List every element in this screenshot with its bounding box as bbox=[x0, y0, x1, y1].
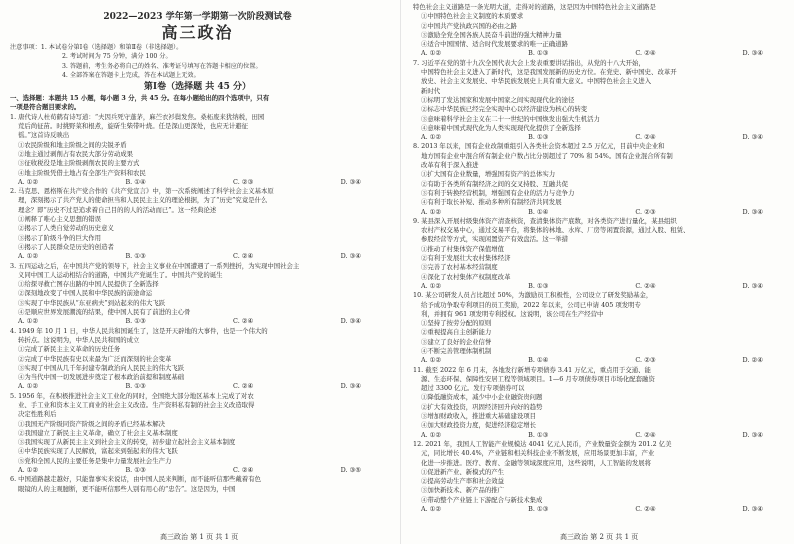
question-option: ②扩大有效投资，巩固经济回升向好的趋势 bbox=[421, 402, 543, 411]
answer-choices bbox=[10, 466, 385, 475]
question-option: ④是顺应世界发展潮流的结果，使中国人民有了前进的主心骨 bbox=[18, 308, 191, 317]
answer-choice: C. ②④ bbox=[635, 281, 656, 290]
continuation-line: ④适合中国国情、适合时代发展要求的唯一正确道路 bbox=[421, 40, 568, 49]
answer-choice: D. ③④ bbox=[340, 382, 361, 391]
answer-choice: C. ②④ bbox=[635, 49, 656, 58]
question-stem-line: 10. 某公司研发人员占比超过 50%，为激励员工积极性，公司设立了研发奖励基金， bbox=[413, 291, 653, 300]
question bbox=[413, 291, 787, 365]
question-option: ③实现了中国从几千年封建专制政治向人民民主的伟大飞跃 bbox=[18, 363, 185, 372]
question-stem-line: 11. 截至 2022 年 6 月末，各地发行新增专项债券 3.41 万亿元，重点用于交通、能 bbox=[413, 365, 651, 374]
question-stem-line: 转折点。这说明为，中华人民共和国的成立 bbox=[18, 335, 140, 344]
question bbox=[413, 366, 787, 440]
question-option: ②我国建立了新民主主义革命，确立了社会主义基本制度 bbox=[18, 428, 178, 437]
answer-choice: C. ②④ bbox=[635, 505, 656, 514]
question-option: ①降低融资成本，减少中小企业融资贵问题 bbox=[421, 393, 543, 402]
question-option: ②完成了中华民族有史以来最为广泛而深刻的社会变革 bbox=[18, 354, 172, 363]
question-option: ①阐释了唯心主义思想的错误 bbox=[18, 215, 102, 224]
question-option: ①坚持了按劳分配的原则 bbox=[421, 319, 492, 328]
question-stem-line: 利，并拥有 961 项发明专利授权。这说明，该公司在生产经营中 bbox=[421, 309, 604, 318]
intro-line: 一项是符合题目要求的。 bbox=[10, 103, 81, 112]
answer-choices bbox=[413, 49, 787, 58]
question-option: ④为当代中国一切发展进步奠定了根本政治前提和制度基础 bbox=[18, 373, 185, 382]
question-option: ③我国实现了从新民主主义到社会主义的转变，初步建立起社会主义基本制度 bbox=[18, 438, 236, 447]
answer-choice: C. ②③ bbox=[635, 207, 656, 216]
answer-choice: B. ①④ bbox=[528, 356, 549, 365]
continuation-line: ①中国特色社会主义制度的本质要求 bbox=[421, 12, 524, 21]
answer-choice: A. ①② bbox=[421, 430, 442, 439]
right-column bbox=[413, 3, 787, 514]
question-stem-line: 9. 某县深入开展村级集体资产清查核资，查清集体资产底数，对各类资产进行量化，某县组织 bbox=[413, 216, 677, 225]
answer-choice: A. ①② bbox=[18, 466, 39, 475]
question-stem-line: 改革有利于深入推进 bbox=[421, 161, 479, 170]
answer-choice: B. ①③ bbox=[528, 281, 549, 290]
question-stem-line: 理，深刻揭示了共产党人的使命担当和人民民主主义的理论根据，为了“历史”究竟是什么 bbox=[18, 196, 268, 205]
answer-choice: D. ③④ bbox=[340, 317, 361, 326]
question-stem-line: 7. 习近平在党的第十九次全国代表大会上发表重要讲话指出，从党的十八大开始， bbox=[413, 58, 645, 67]
question-option: ④深化了农村集体产权制度改革 bbox=[421, 272, 511, 281]
note-line: 4. 全部答案在答题卡上完成，答在本试题上无效。 bbox=[62, 71, 200, 79]
answer-choices bbox=[10, 252, 385, 261]
answer-choices bbox=[10, 317, 385, 326]
question-stem-line: 徭。”这首诗反映出 bbox=[18, 131, 70, 140]
question-option: ④意味着中国式现代化为人类实现现代化提供了全新选择 bbox=[421, 123, 581, 132]
question-option: ②有助于各类所有制经济之间的交叉持股、互融共促 bbox=[421, 179, 568, 188]
question-stem-line: 决定性胜利后 bbox=[18, 410, 57, 419]
question-option: ③建立了良好的企业信誉 bbox=[421, 337, 492, 346]
question-stem-line: 中国特色社会主义进入了新时代，这是我国发展新的历史方位。在党史、新中国史、改革开 bbox=[421, 68, 677, 77]
exam-header: 2022—2023 学年第一学期第一次阶段测试卷 bbox=[103, 12, 292, 22]
question-stem-line: 2. 马克思、恩格斯在共产党合作的《共产党宣言》中，第一次系统阐述了科学社会主义基本原 bbox=[10, 187, 274, 196]
answer-choices bbox=[10, 382, 385, 391]
question-option: ②标志中华民族已经完全实现中心以经济建设为核心的转变 bbox=[421, 105, 588, 114]
answer-choice: D. ②④ bbox=[742, 356, 763, 365]
question-stem-line: 化进一步推进。医疗、教育、金融等领域深度应用，这些说明，人工智能的发展将 bbox=[421, 458, 652, 467]
answer-choices bbox=[413, 431, 787, 440]
question-option: ②提高劳动生产率和社会效益 bbox=[421, 477, 505, 486]
answer-choice: C. ②④ bbox=[233, 317, 254, 326]
question-option: ③有利于转换经营机制，增强国有企业的活力与竞争力 bbox=[421, 188, 575, 197]
question-option: ④加大财政投资力度，促进经济稳定增长 bbox=[421, 421, 537, 430]
question-stem-line: 给予成功争取专利项目的员工奖励，2022 年以来，公司已申请 405 项发明专 bbox=[421, 300, 641, 309]
left-column bbox=[10, 3, 385, 494]
answer-choice: D. ③④ bbox=[340, 252, 361, 261]
answer-choice: D. ③④ bbox=[340, 177, 361, 186]
question bbox=[10, 187, 385, 261]
question-stem-line: 参股经营等方式，实现闲置资产有效盘活。这一举措 bbox=[421, 235, 568, 244]
question-stem-line: 放史、社会主义发展史、中华民族发展史上具有重大意义。中国特色社会主义进入 bbox=[421, 77, 652, 86]
column-divider bbox=[400, 0, 401, 544]
answer-choice: D. ③④ bbox=[742, 281, 763, 290]
question-option: ①推动了村集体资产保值增值 bbox=[421, 244, 505, 253]
question-stem-line: 4. 1949 年 10 月 1 日，中华人民共和国诞生了，这是开天辟地的大事件，也是一个伟大的 bbox=[10, 326, 268, 335]
question-option: ①我国无产阶级同资产阶级之间的矛盾已经基本解决 bbox=[18, 419, 165, 428]
exam-title: 高三政治 bbox=[161, 23, 234, 42]
answer-choice: C. ②③ bbox=[233, 177, 254, 186]
question bbox=[413, 217, 787, 291]
question-option: ④带动整个产业链上下游配合与新技术集成 bbox=[421, 495, 543, 504]
question bbox=[10, 113, 385, 187]
question-stem-line: 业、手工业和资本主义工商业的社会主义改造。生产资料私有制的社会主义改造取得 bbox=[18, 400, 255, 409]
question bbox=[10, 392, 385, 476]
question-option: ③完善了农村基本经营制度 bbox=[421, 263, 498, 272]
question bbox=[413, 59, 787, 143]
answer-choice: C. ②④ bbox=[233, 252, 254, 261]
question-option: ③征收税役是地主阶级剥削农民的主要方式 bbox=[18, 159, 140, 168]
answer-choice: C. ②④ bbox=[233, 466, 254, 475]
page-footer-right: 高三政治 第 2 页 共 1 页 bbox=[560, 533, 639, 541]
answer-choice: B. ①③ bbox=[125, 252, 146, 261]
answer-choices bbox=[10, 178, 385, 187]
note-line: 2. 考试时间为 75 分钟，满分 100 分。 bbox=[62, 53, 172, 61]
answer-choice: B. ①④ bbox=[125, 177, 146, 186]
question-stem-line: 12. 2021 年，我国人工智能产业规模达 4041 亿元人民币，产业数量资金额为 201.2 亿美 bbox=[413, 439, 672, 448]
answer-choice: B. ①③ bbox=[125, 317, 146, 326]
continuation-line: 特色社会主义道路是一条光明大道，走得对的道路，这是因为中国特色社会主义道路是 bbox=[413, 3, 656, 11]
note-line: 注意事项：1. 本试卷分第Ⅰ卷（选择题）和第Ⅱ卷（非选择题）。 bbox=[10, 44, 183, 51]
answer-choice: D. ③④ bbox=[742, 49, 763, 58]
section-intro bbox=[10, 94, 385, 113]
answer-choice: A. ①② bbox=[421, 356, 442, 365]
note-line: 3. 答题前，考生务必将自己的姓名、准考证号填写在答题卡相应的位置。 bbox=[62, 62, 262, 70]
question-option: ④地主阶级凭借土地占有全部生产资料和农民 bbox=[18, 168, 146, 177]
page-footer-left: 高三政治 第 1 页 共 1 页 bbox=[160, 533, 239, 541]
continuation-line: ③激励全党全国各族人民奋斗前进的强大精神力量 bbox=[421, 30, 562, 39]
intro-line: 一、选择题：本题共 15 小题，每小题 3 分，共 45 分。在每小题给出的四个选项中，只有 bbox=[10, 94, 270, 103]
question-option: ①标明了发达国家和发展中国家之间实现现代化的途径 bbox=[421, 95, 575, 104]
answer-choices bbox=[413, 133, 787, 142]
volume-title: 第Ⅰ卷（选择题 共 45 分） bbox=[143, 82, 252, 93]
question-stem-line: 地方国有企业中混合所有制企业户数占比分别超过了 70% 和 54%。国有企业混合所有制 bbox=[421, 151, 673, 160]
continuation-line: ②中国共产党执政兴国的必由之路 bbox=[421, 21, 517, 30]
question-stem-line: 眼镜的人的主观臆断，更不能听信那些人别有用心的“忠告”。这是因为，中国 bbox=[18, 484, 236, 493]
question-option: ①农民阶级和地主阶级之间的尖锐矛盾 bbox=[18, 140, 127, 149]
question-option: ②重视提高自主创新能力 bbox=[421, 328, 492, 337]
question-option: ③增加财政收入，推进重大基础建设项目 bbox=[421, 412, 537, 421]
question bbox=[413, 142, 787, 216]
question bbox=[10, 475, 385, 494]
answer-choice: A. ①② bbox=[421, 505, 442, 514]
answer-choice: D. ③⑤ bbox=[340, 466, 361, 475]
question-option: ①给探寻救亡图存出路的中国人民提供了全新选择 bbox=[18, 280, 159, 289]
answer-choice: A. ①② bbox=[421, 49, 442, 58]
question-stem-line: 超过 3300 亿元。发行专项债券可以 bbox=[421, 384, 525, 393]
question-option: ①完成了新民主主义革命的历史任务 bbox=[18, 345, 121, 354]
question-option: ①促进新产业、新模式的产生 bbox=[421, 467, 505, 476]
answer-choice: B. ①③ bbox=[125, 382, 146, 391]
answer-choice: A. ①② bbox=[421, 281, 442, 290]
answer-choice: B. ①③ bbox=[528, 49, 549, 58]
question-option: ③意味着科学社会主义在二十一世纪的中国焕发出强大生机活力 bbox=[421, 114, 600, 123]
question-option: ③加快新技术、新产品的推广 bbox=[421, 486, 505, 495]
answer-choice: B. ①④ bbox=[528, 207, 549, 216]
answer-choice: C. ②④ bbox=[635, 133, 656, 142]
answer-choice: A. ①② bbox=[18, 317, 39, 326]
question-stem-line: 农村产权交易中心，通过交易平台，将集体的林地、水库、厂房等闲置资源，通过入股、租赁、 bbox=[421, 226, 690, 235]
question-option: ⑤党和全国人民的主要任务是集中力量发展社会生产力 bbox=[18, 456, 172, 465]
left-questions bbox=[10, 113, 385, 494]
answer-choice: A. ①② bbox=[421, 207, 442, 216]
answer-choice: A. ①② bbox=[18, 177, 39, 186]
question-option: ④有利于取长补短、推动多种所有制经济共同发展 bbox=[421, 198, 562, 207]
answer-choice: C. ②④ bbox=[233, 382, 254, 391]
answer-choice: B. ①③ bbox=[528, 505, 549, 514]
question-stem-line: 新时代 bbox=[421, 86, 441, 95]
answer-choice: D. ③④ bbox=[742, 430, 763, 439]
answer-choices bbox=[413, 356, 787, 365]
question-stem-line: 1. 唐代诗人杜荀鹤有诗写道：“夫因兵死守蓬茅，麻苎衣衫鬓发焦。桑柘废来犹纳税，田园 bbox=[10, 112, 265, 121]
question-option: ④不断完善管理体制机制 bbox=[421, 346, 492, 355]
answer-choices bbox=[413, 208, 787, 217]
question-option: ②深刻地改变了中国人民和中华民族的前途命运 bbox=[18, 289, 153, 298]
answer-choice: D. ③④ bbox=[742, 505, 763, 514]
answer-choice: C. ②④ bbox=[635, 430, 656, 439]
notes bbox=[10, 43, 385, 80]
answer-choice: A. ①② bbox=[421, 133, 442, 142]
question-option: ④中华民族实现了人民解放，富起来到强起来的伟大飞跃 bbox=[18, 447, 178, 456]
question-option: ②有利于发展壮大农村集体经济 bbox=[421, 254, 511, 263]
answer-choices bbox=[413, 505, 787, 514]
question-stem-line: 5. 1956 年，在积极推进社会主义工业化的同时，全国绝大部分地区基本上完成了对农 bbox=[10, 391, 254, 400]
question-stem-line: 义同中国工人运动相结合的道路，中国共产党诞生了。中国共产党的诞生 bbox=[18, 270, 223, 279]
question-option: ④揭示了人民群众是历史的创造者 bbox=[18, 242, 114, 251]
answer-choice: A. ①② bbox=[18, 382, 39, 391]
question-stem-line: 源、生态环保、保障性安居工程等领域项目。1—6 月专项债券项目市场化配套融资 bbox=[421, 374, 655, 383]
answer-choices bbox=[413, 282, 787, 291]
answer-choice: A. ①② bbox=[18, 252, 39, 261]
question-stem-line: 6. 中国道路越走越好，只能靠事实来说话，由中国人民来判断，而不能听信那些戴着有色 bbox=[10, 475, 261, 484]
question-stem-line: 8. 2013 年以来，国有企业改制重组引入各类社会资本超过 2.5 万亿元，目前中央企业和 bbox=[413, 142, 665, 151]
question-stem-line: 荒后尚征苗。时挑野菜和根煮，旋斫生柴带叶烧。任是深山更深处，也应无计避征 bbox=[18, 122, 249, 131]
question-option: ②地主通过剥削占有农民大部分劳动成果 bbox=[18, 149, 134, 158]
question-option: ③揭示了阶级斗争的巨大作用 bbox=[18, 233, 102, 242]
question-option: ②揭示了人类自觉劳动的历史意义 bbox=[18, 224, 114, 233]
answer-choice: B. ①③ bbox=[528, 430, 549, 439]
question bbox=[10, 327, 385, 392]
right-questions bbox=[413, 59, 787, 515]
question bbox=[10, 262, 385, 327]
answer-choice: C. ②③ bbox=[635, 356, 656, 365]
question-stem-line: 理念？即“历史不过是追求着自己目的的人的活动而已”。这一经典论述 bbox=[18, 205, 217, 214]
answer-choice: B. ①③ bbox=[528, 133, 549, 142]
question-6-continuation bbox=[413, 3, 787, 59]
question-option: ③实现了中华民族从“东亚病夫”到站起来的伟大飞跃 bbox=[18, 298, 166, 307]
answer-choice: D. ③④ bbox=[742, 133, 763, 142]
question-option: ①扩大国有企业数量，增强国有资产的总体实力 bbox=[421, 170, 556, 179]
answer-choice: B. ①③ bbox=[125, 466, 146, 475]
question-stem-line: 元，同比增长 40.4%，产业链和相关科技企业不断发展，应用场景更加丰富，产业 bbox=[421, 449, 655, 458]
answer-choice: D. ③④ bbox=[742, 207, 763, 216]
question bbox=[413, 440, 787, 514]
question-stem-line: 3. 五四运动之后，在中国共产党的领导下，社会主义事业在中国遭遇了一系列挫折，为实现中国社会主 bbox=[10, 261, 300, 270]
